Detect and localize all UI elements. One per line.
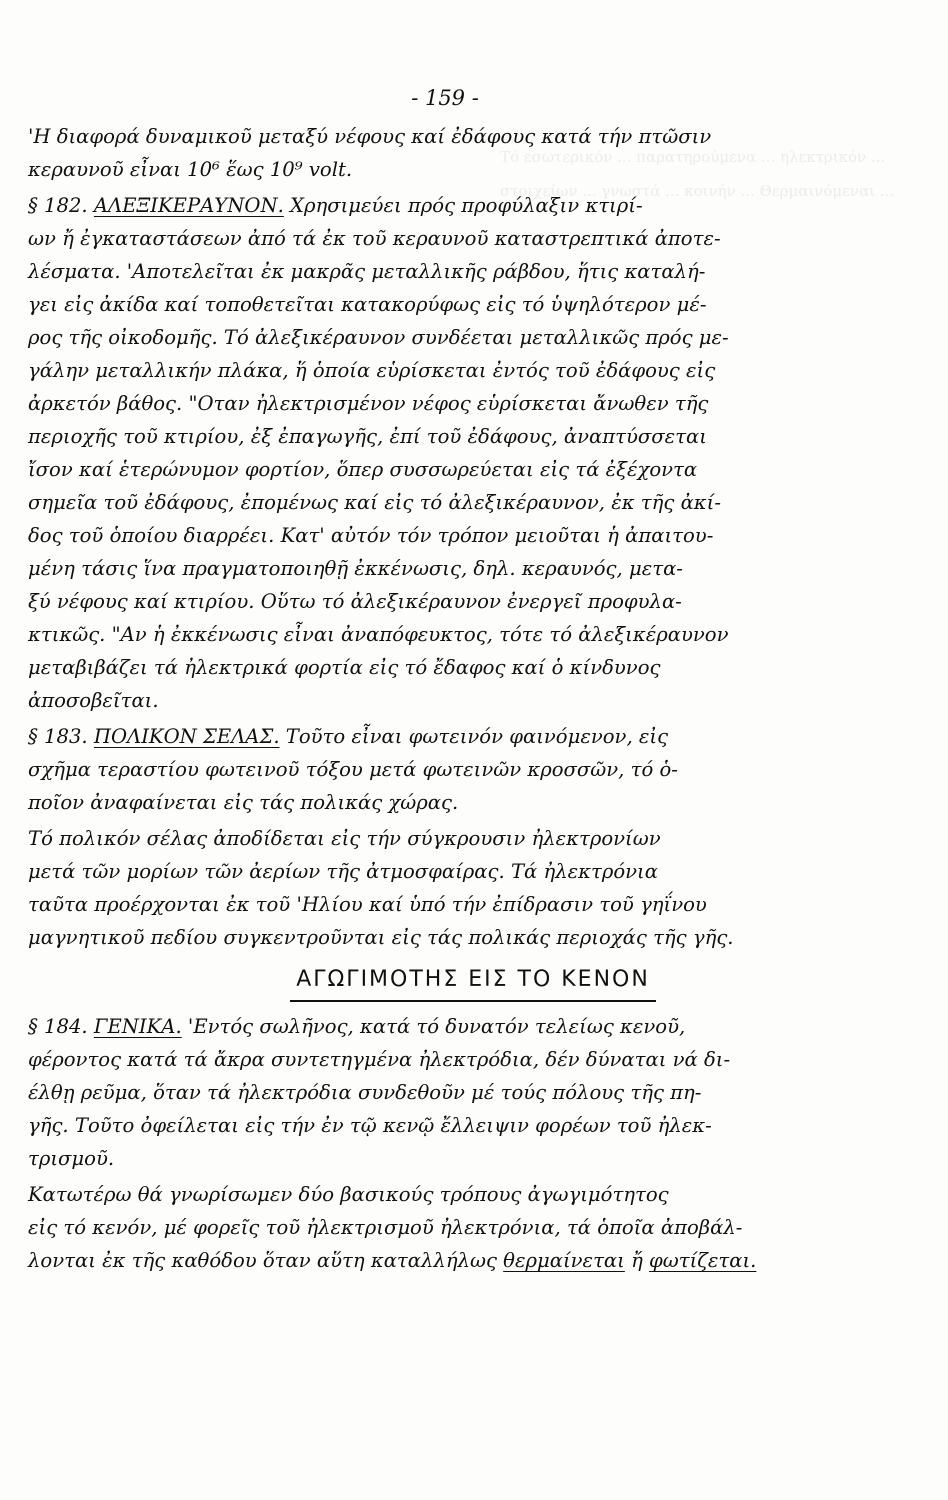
line-text: μαγνητικοῦ πεδίου συγκεντροῦνται εἰς τάς πολικάς περιοχάς τῆς γῆς.: [28, 926, 734, 949]
text-line: [28, 519, 908, 552]
text-line: [28, 255, 908, 288]
line-text: τρισμοῦ.: [28, 1147, 115, 1170]
text-line: [28, 1010, 908, 1043]
line-text: λέσματα. 'Αποτελεῖται ἐκ μακρᾶς μεταλλικῆς ράβδου, ἥτις καταλή-: [28, 260, 706, 283]
line-text: § 184.: [28, 1015, 94, 1038]
line-text: ἴσον καί ἑτερώνυμον φορτίον, ὅπερ συσσωρεύεται εἰς τά ἐξέχοντα: [28, 458, 698, 481]
text-line: [28, 753, 908, 786]
text-line: [28, 486, 908, 519]
body-text: [28, 120, 908, 1277]
text-line: [28, 1043, 908, 1076]
line-text: μένη τάσις ἵνα πραγματοποιηθῇ ἐκκένωσις, δηλ. κεραυνός, μετα-: [28, 557, 683, 580]
line-text: Τό πολικόν σέλας ἀποδίδεται εἰς τήν σύγκρουσιν ἠλεκτρονίων: [28, 827, 661, 850]
section-heading-row: [28, 960, 908, 1010]
text-line: [28, 855, 908, 888]
text-line: [28, 651, 908, 684]
text-line: [28, 453, 908, 486]
text-line: [28, 420, 908, 453]
line-text: 'Η διαφορά δυναμικοῦ μεταξύ νέφους καί ἐδάφους κατά τήν πτῶσιν: [28, 125, 712, 148]
line-text: έλθῃ ρεῦμα, ὅταν τά ἠλεκτρόδια συνδεθοῦν μέ τούς πόλους τῆς πη-: [28, 1081, 702, 1104]
line-text: § 183.: [28, 725, 94, 748]
text-line: [28, 1178, 908, 1211]
text-line: [28, 786, 908, 819]
text-line: [28, 585, 908, 618]
line-text: κεραυνοῦ εἶναι 10⁶ ἕως 10⁹ volt.: [28, 158, 353, 181]
line-text: ἤ: [624, 1249, 650, 1272]
text-line: [28, 1109, 908, 1142]
text-line: [28, 288, 908, 321]
underlined-term: ΠΟΛΙΚΟΝ ΣΕΛΑΣ.: [93, 725, 280, 748]
line-text: λονται ἐκ τῆς καθόδου ὅταν αὕτη καταλλήλως: [28, 1249, 504, 1272]
underlined-term: ΑΛΕΞΙΚΕΡΑΥΝΟΝ.: [93, 194, 284, 217]
line-text: ποῖον ἀναφαίνεται εἰς τάς πολικάς χώρας.: [28, 791, 459, 814]
line-text: Κατωτέρω θά γνωρίσωμεν δύο βασικούς τρόπους ἀγωγιμότητος: [28, 1183, 669, 1206]
text-block-vacuum: [28, 1010, 908, 1277]
line-text: εἰς τό κενόν, μέ φορεῖς τοῦ ἠλεκτρισμοῦ ἠλεκτρόνια, τά ὁποῖα ἀποβάλ-: [28, 1216, 743, 1239]
line-text: ων ἤ ἐγκαταστάσεων ἀπό τά ἐκ τοῦ κεραυνοῦ καταστρεπτικά ἀποτε-: [28, 227, 721, 250]
line-text: ἀρκετόν βάθος. "Οταν ἠλεκτρισμένον νέφος εὑρίσκεται ἄνωθεν τῆς: [28, 392, 709, 415]
line-text: μεταβιβάζει τά ἠλεκτρικά φορτία εἰς τό ἔδαφος καί ὁ κίνδυνος: [28, 656, 661, 679]
line-text: σχῆμα τεραστίου φωτεινοῦ τόξου μετά φωτεινῶν κροσσῶν, τό ὁ-: [28, 758, 678, 781]
line-text: γάλην μεταλλικήν πλάκα, ἥ ὁποία εὑρίσκεται ἐντός τοῦ ἐδάφους εἰς: [28, 359, 716, 382]
text-line: [28, 222, 908, 255]
underlined-term: θερμαίνεται: [503, 1249, 625, 1272]
line-text: Χρησιμεύει πρός προφύλαξιν κτιρί-: [283, 194, 643, 217]
text-line: [28, 354, 908, 387]
line-text: ξύ νέφους καί κτιρίου. Οὕτω τό ἀλεξικέραυνον ἐνεργεῖ προφυλα-: [28, 590, 682, 613]
line-text: ταῦτα προέρχονται ἐκ τοῦ 'Ηλίου καί ὑπό τήν ἐπίδρασιν τοῦ γηΐνου: [28, 893, 707, 916]
text-line: [28, 1142, 908, 1175]
line-text: 'Εντός σωλῆνος, κατά τό δυνατόν τελείως κενοῦ,: [181, 1015, 686, 1038]
line-text: σημεῖα τοῦ ἐδάφους, ἐπομένως καί εἰς τό ἀλεξικέραυνον, ἐκ τῆς ἀκί-: [28, 491, 721, 514]
text-line: [28, 684, 908, 717]
underlined-term: ΓΕΝΙΚΑ.: [93, 1015, 182, 1038]
line-text: Τοῦτο εἶναι φωτεινόν φαινόμενον, εἰς: [279, 725, 669, 748]
text-line: [28, 153, 908, 186]
line-text: δος τοῦ ὁποίου διαρρέει. Κατ' αὐτόν τόν τρόπον μειοῦται ἡ ἀπαιτου-: [28, 524, 714, 547]
line-text: γῆς. Τοῦτο ὀφείλεται εἰς τήν ἐν τῷ κενῷ ἔλλειψιν φορέων τοῦ ἠλεκ-: [28, 1114, 712, 1137]
line-text: ρος τῆς οἰκοδομῆς. Τό ἀλεξικέραυνον συνδέεται μεταλλικῶς πρός με-: [28, 326, 729, 349]
text-line: [28, 387, 908, 420]
section-heading: ΑΓΩΓΙΜΟΤΗΣ ΕΙΣ ΤΟ ΚΕΝΟΝ: [290, 960, 656, 1002]
line-text: ἀποσοβεῖται.: [28, 689, 159, 712]
line-text: § 182.: [28, 194, 94, 217]
text-line: [28, 552, 908, 585]
text-line: [28, 1244, 908, 1277]
bleed-through-text: Τό εσωτερικόν ... παρατηρούμενα ... ηλεκτρικόν ... στοιχείων ... γνωστά ... κοινήν ... Θερμαινόμεναι ...: [500, 148, 895, 200]
text-line: [28, 822, 908, 855]
text-line: [28, 1211, 908, 1244]
text-line: [28, 720, 908, 753]
text-line: [28, 618, 908, 651]
text-line: [28, 888, 908, 921]
underlined-term: φωτίζεται.: [649, 1249, 757, 1272]
line-text: μετά τῶν μορίων τῶν ἀερίων τῆς ἀτμοσφαίρας. Τά ἠλεκτρόνια: [28, 860, 658, 883]
text-line: [28, 921, 908, 954]
text-line: [28, 321, 908, 354]
line-text: φέροντος κατά τά ἄκρα συντετηγμένα ἠλεκτρόδια, δέν δύναται νά δι-: [28, 1048, 731, 1071]
text-line: [28, 189, 908, 222]
line-text: περιοχῆς τοῦ κτιρίου, ἐξ ἐπαγωγῆς, ἐπί τοῦ ἐδάφους, ἀναπτύσσεται: [28, 425, 707, 448]
page-number: - 159 -: [411, 86, 479, 110]
line-text: γει εἰς ἀκίδα καί τοποθετεῖται κατακορύφως εἰς τό ὑψηλότερον μέ-: [28, 293, 707, 316]
text-line: [28, 1076, 908, 1109]
text-line: [28, 120, 908, 153]
line-text: κτικῶς. "Αν ἡ ἐκκένωσις εἶναι ἀναπόφευκτος, τότε τό ἀλεξικέραυνον: [28, 623, 729, 646]
text-block-lightning: [28, 120, 908, 954]
